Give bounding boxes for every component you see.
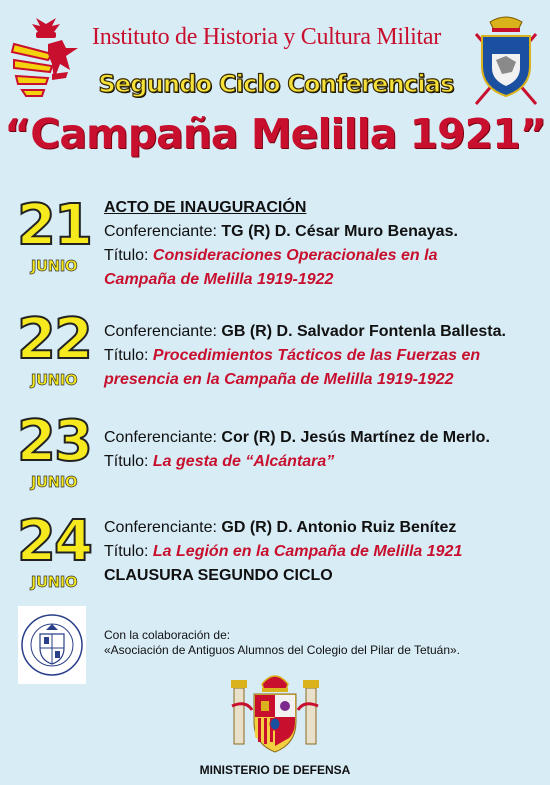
- main-title: “Campaña Melilla 1921”: [4, 110, 546, 158]
- speaker-name: TG (R) D. César Muro Benayas.: [221, 223, 458, 240]
- spain-coat-of-arms-icon: [228, 666, 322, 758]
- event-details-23: [104, 426, 544, 474]
- military-culture-logo-icon: [8, 14, 84, 114]
- talk-title: La gesta de “Alcántara”: [152, 453, 335, 470]
- institute-name: Instituto de Historia y Cultura Militar: [92, 24, 441, 50]
- army-emblem-icon: [470, 14, 542, 110]
- association-seal-icon: [18, 606, 86, 684]
- event-month: JUNIO: [30, 573, 78, 591]
- speaker-name: Cor (R) D. Jesús Martínez de Merlo.: [221, 429, 490, 446]
- event-day-22: 22: [17, 307, 91, 372]
- talk-title-cont: Campaña de Melilla 1919-1922: [104, 271, 334, 288]
- title-line: Título: Consideraciones Operacionales en la: [104, 247, 438, 264]
- speaker-line: Conferenciante: GD (R) D. Antonio Ruiz Benítez: [104, 519, 457, 536]
- talk-title-cont: presencia en la Campaña de Melilla 1919-1922: [104, 371, 454, 388]
- talk-title: La Legión en la Campaña de Melilla 1921: [152, 543, 463, 560]
- speaker-line: Conferenciante: Cor (R) D. Jesús Martínez de Merlo.: [104, 429, 490, 446]
- event-month: JUNIO: [30, 473, 78, 491]
- collaboration-note: [104, 628, 544, 658]
- event-heading: ACTO DE INAUGURACIÓN: [104, 199, 307, 216]
- event-details-21: [104, 196, 544, 292]
- event-month: JUNIO: [30, 371, 78, 389]
- title-line: Título: La Legión en la Campaña de Melilla 1921: [104, 543, 463, 560]
- series-title: Segundo Ciclo Conferencias: [98, 70, 454, 98]
- ministry-name: MINISTERIO DE DEFENSA: [199, 763, 351, 777]
- event-day-21: 21: [17, 193, 91, 258]
- title-line: Título: La gesta de “Alcántara”: [104, 453, 335, 470]
- collaboration-intro: Con la colaboración de:: [104, 628, 231, 642]
- speaker-name: GB (R) D. Salvador Fontenla Ballesta.: [221, 323, 506, 340]
- closing-heading: CLAUSURA SEGUNDO CICLO: [104, 567, 333, 584]
- title-line: Título: Procedimientos Tácticos de las Fuerzas en: [104, 347, 481, 364]
- talk-title: Consideraciones Operacionales en la: [152, 247, 438, 264]
- event-day-23: 23: [17, 409, 91, 474]
- collaboration-org: «Asociación de Antiguos Alumnos del Colegio del Pilar de Tetuán».: [104, 643, 461, 657]
- event-details-24: [104, 516, 544, 588]
- speaker-name: GD (R) D. Antonio Ruiz Benítez: [221, 519, 457, 536]
- event-details-22: [104, 320, 544, 392]
- talk-title: Procedimientos Tácticos de las Fuerzas en: [152, 347, 481, 364]
- speaker-line: Conferenciante: TG (R) D. César Muro Benayas.: [104, 223, 458, 240]
- event-day-24: 24: [17, 509, 91, 574]
- event-month: JUNIO: [30, 257, 78, 275]
- speaker-line: Conferenciante: GB (R) D. Salvador Fontenla Ballesta.: [104, 323, 506, 340]
